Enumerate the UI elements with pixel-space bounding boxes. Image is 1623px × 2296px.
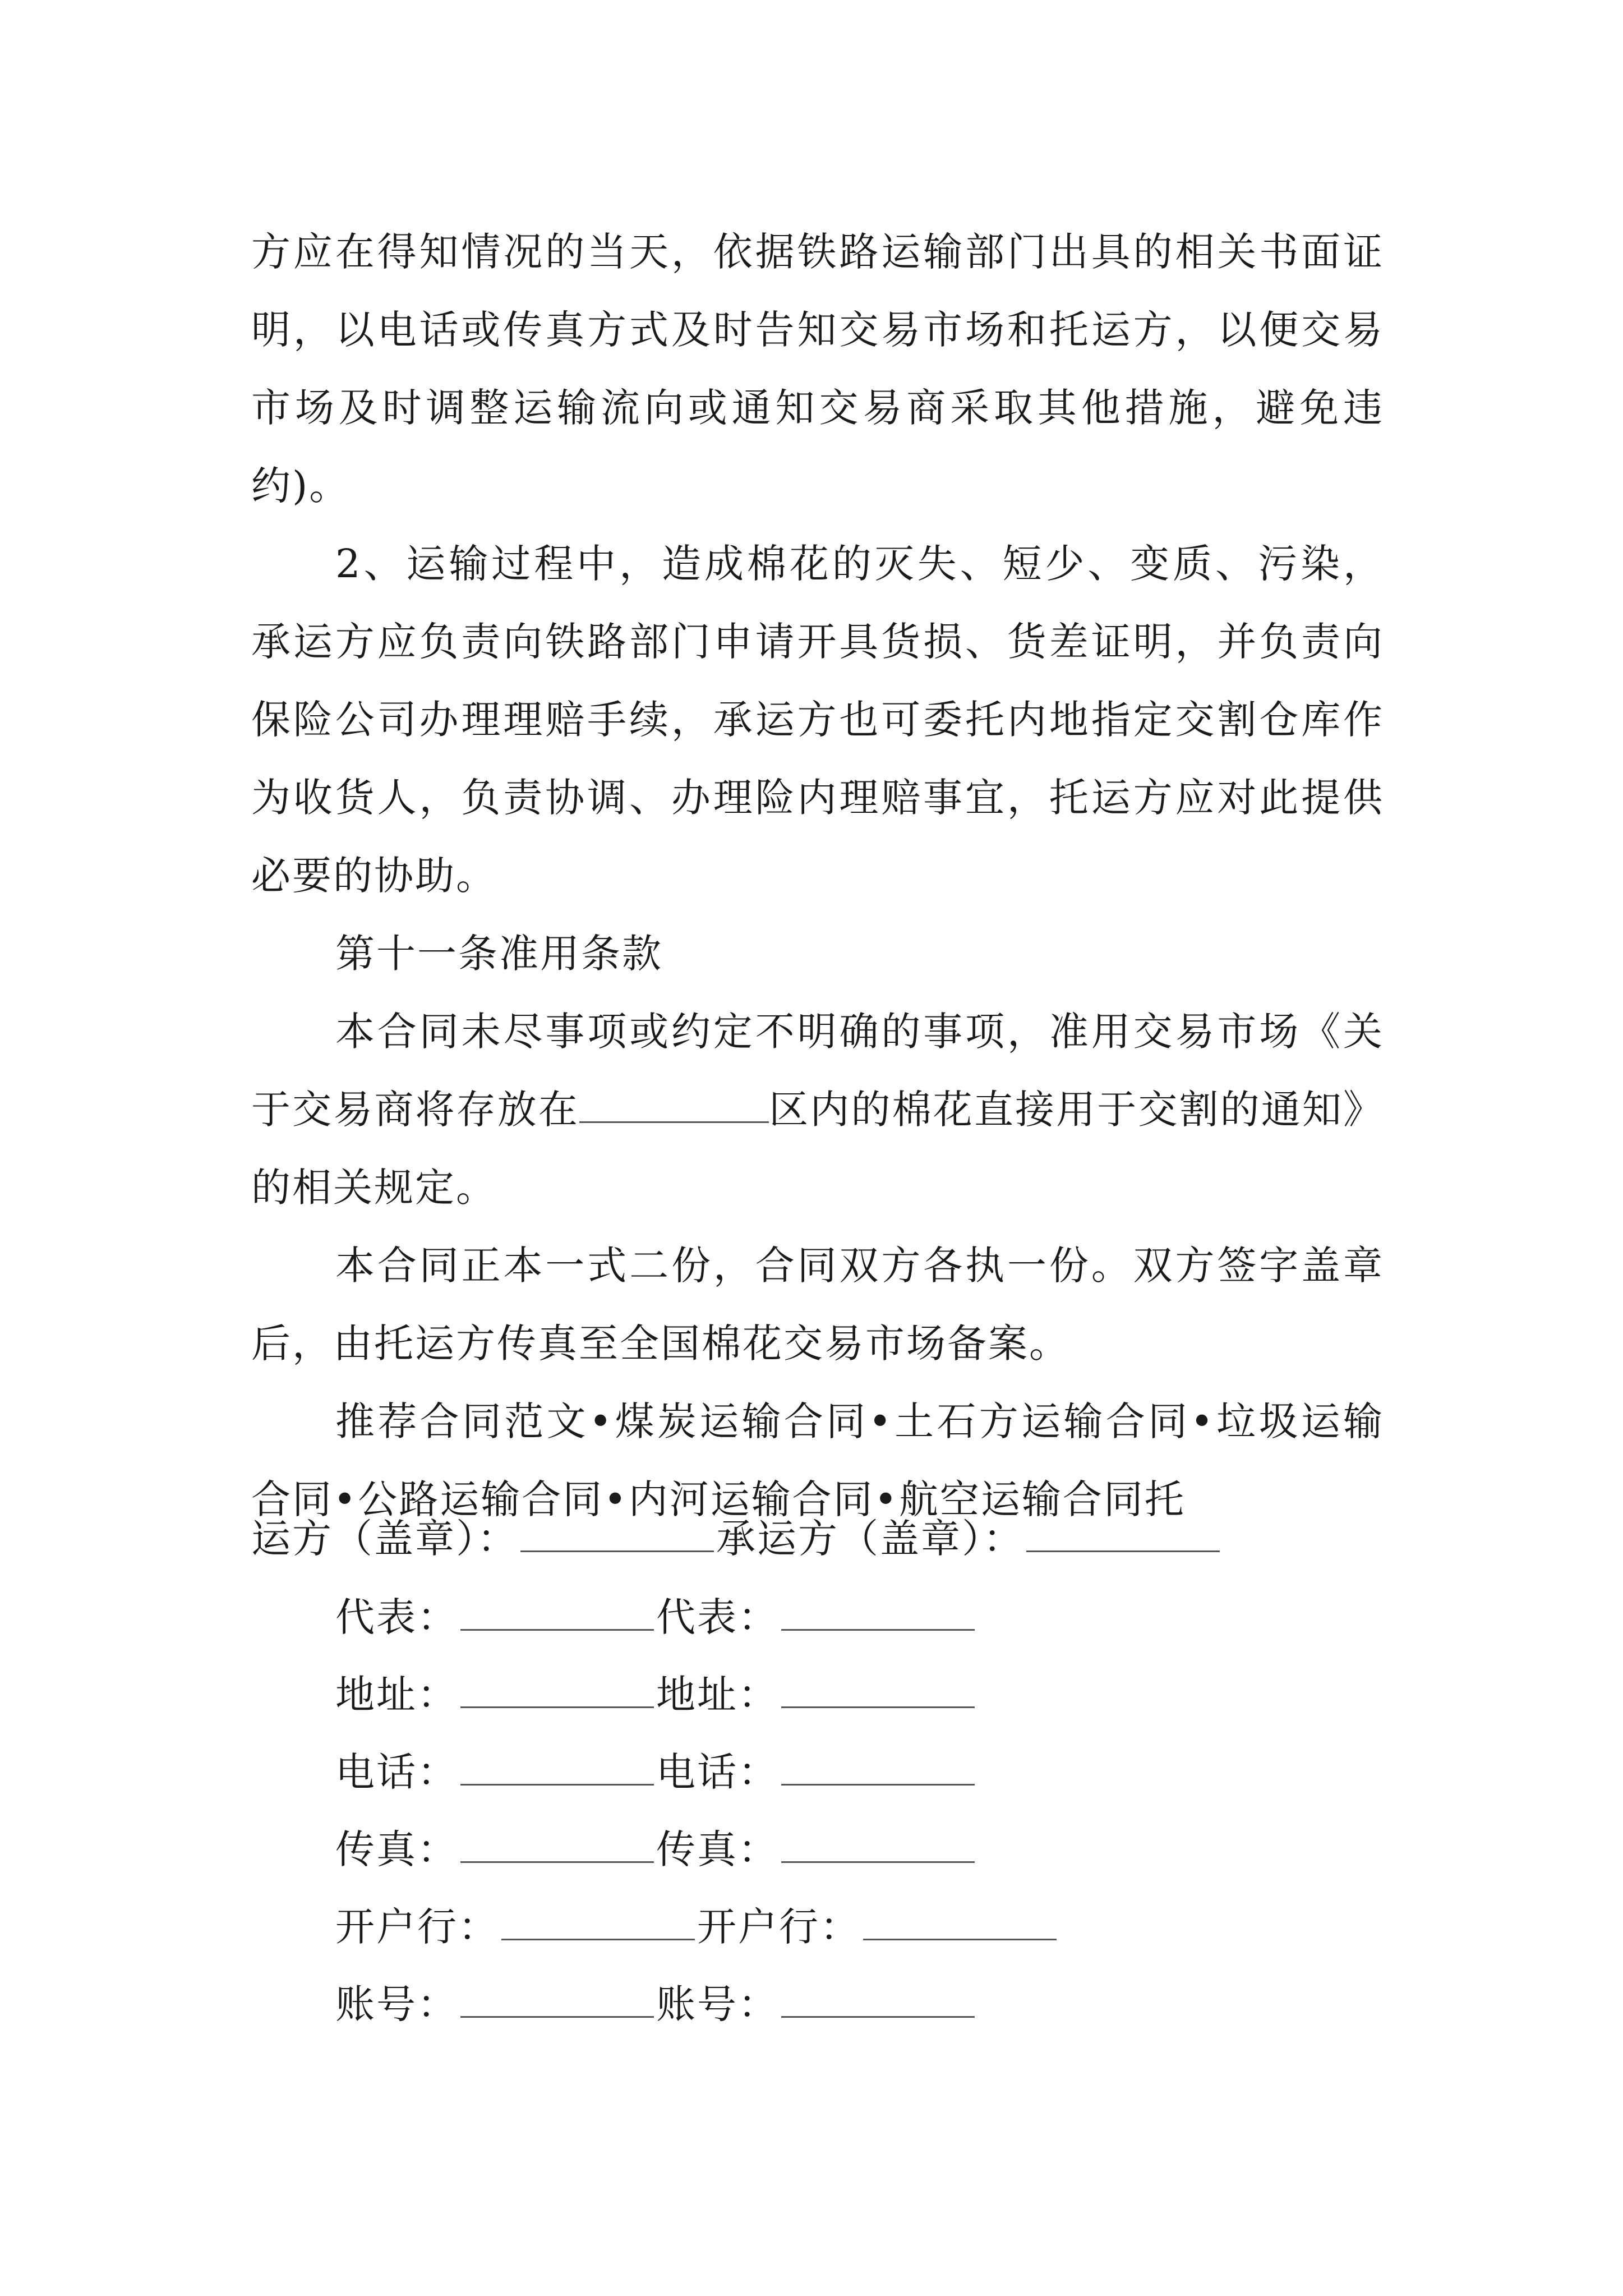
right-fax-blank (781, 1828, 975, 1863)
left-account-label: 账号： (335, 1981, 458, 2027)
signature-row-bank (335, 1905, 1059, 1955)
right-address-label: 地址： (656, 1672, 779, 1718)
signature-row-account (335, 1982, 977, 2033)
signature-row-representative (335, 1595, 977, 1646)
left-phone-blank (460, 1750, 654, 1786)
applicable-clause-text-after: 区内的棉花直接用于交割的通知》的相关规定。 (251, 1087, 1385, 1211)
paragraph-transport-notice: 方应在得知情况的当天，依据铁路运输部门出具的相关书面证明，以电话或传真方式及时告知交易市场和托运方，以便交易市场及时调整运输流向或通知交易商采取其他措施，避免违约)。 (251, 229, 1384, 509)
right-bank-label: 开户行： (697, 1904, 861, 1950)
left-phone-label: 电话： (335, 1749, 458, 1795)
carrier-seal-label: 承运方（盖章）： (716, 1516, 1024, 1562)
article-11-heading: 第十一条准用条款 (335, 931, 663, 977)
applicable-clause-text-before: 本合同未尽事项或约定不明确的事项，准用交易市场《关于交易商将存放在 (251, 1009, 1384, 1133)
carrier-seal-blank (1026, 1517, 1220, 1552)
signature-row-phone (335, 1750, 977, 1801)
shipper-seal-blank (520, 1517, 714, 1552)
left-representative-blank (460, 1595, 654, 1631)
right-phone-blank (781, 1750, 975, 1786)
signature-row-fax (335, 1828, 977, 1878)
shipper-seal-label: 运方（盖章）： (251, 1516, 518, 1562)
right-representative-blank (781, 1595, 975, 1631)
right-phone-label: 电话： (656, 1749, 779, 1795)
left-account-blank (460, 1982, 654, 2018)
paragraph-copies: 本合同正本一式二份，合同双方各执一份。双方签字盖章后，由托运方传真至全国棉花交易市场备案。 (251, 1243, 1384, 1366)
signature-parties-line (251, 1517, 1222, 1567)
right-address-blank (781, 1673, 975, 1708)
left-address-label: 地址： (335, 1672, 458, 1718)
left-address-blank (460, 1673, 654, 1708)
area-blank-line (579, 1088, 769, 1123)
left-fax-label: 传真： (335, 1826, 458, 1872)
left-representative-label: 代表： (335, 1594, 458, 1640)
right-account-blank (781, 1982, 975, 2018)
right-representative-label: 代表： (656, 1594, 779, 1640)
left-fax-blank (460, 1828, 654, 1863)
right-bank-blank (863, 1905, 1057, 1940)
left-bank-blank (501, 1905, 695, 1940)
right-fax-label: 传真： (656, 1826, 779, 1872)
paragraph-clause-2: 2、运输过程中，造成棉花的灭失、短少、变质、污染，承运方应负责向铁路部门申请开具货损、货差证明，并负责向保险公司办理理赔手续，承运方也可委托内地指定交割仓库作为收货人，负责协调、办理险内理赔事宜，托运方应对此提供必要的协助。 (251, 541, 1384, 899)
paragraph-applicable-clause (251, 993, 1384, 1227)
signature-row-address (335, 1673, 977, 1723)
left-bank-label: 开户行： (335, 1904, 499, 1950)
paragraph-recommend: 推荐合同范文•煤炭运输合同•土石方运输合同•垃圾运输合同•公路运输合同•内河运输合同•航空运输合同托 (251, 1398, 1384, 1522)
contract-body (251, 213, 1384, 1539)
right-account-label: 账号： (656, 1981, 779, 2027)
